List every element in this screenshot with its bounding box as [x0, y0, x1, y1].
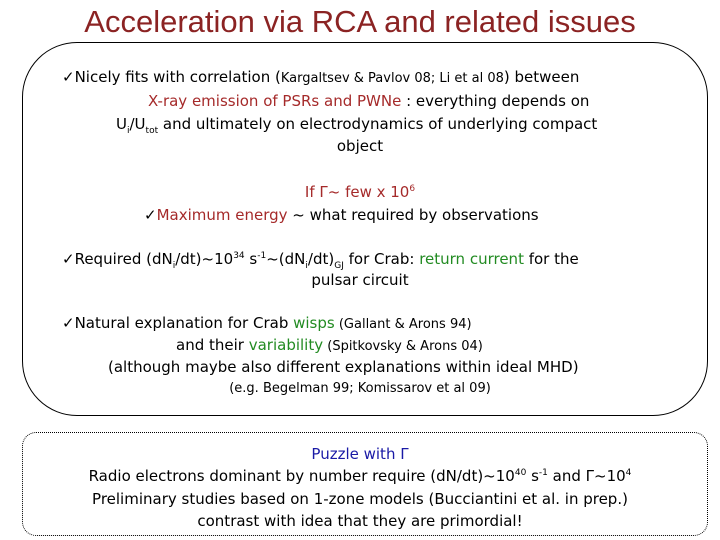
gamma-symbol: Γ	[585, 467, 594, 485]
bullet-1-line-1: ✓Nicely fits with correlation (Kargaltsev & Pavlov 08; Li et al 08) between	[62, 68, 580, 86]
gamma-symbol: Γ	[319, 183, 328, 201]
bullet-2-line: ✓Maximum energy ~ what required by observations	[144, 206, 539, 224]
check-icon: ✓	[144, 206, 157, 224]
check-icon: ✓	[62, 314, 75, 332]
bullet-4-line-1: ✓Natural explanation for Crab wisps (Gallant & Arons 94)	[62, 314, 472, 332]
ref-kargaltsev: Kargaltsev & Pavlov 08; Li et al 08	[280, 71, 504, 86]
bullet-3-line-2: pulsar circuit	[311, 271, 409, 289]
puzzle-heading: Puzzle with Γ	[311, 445, 409, 463]
ref-spitkovsky-arons: (Spitkovsky & Arons 04)	[323, 339, 483, 354]
bullet-4-line-2: and their variability (Spitkovsky & Arons 04)	[176, 336, 483, 354]
ref-gallant-arons: (Gallant & Arons 94)	[334, 317, 472, 332]
xray-emission-highlight: X-ray emission of PSRs and PWNe	[148, 92, 402, 110]
bullet-1-line-4: object	[336, 137, 384, 155]
bullet-1-line-2: X-ray emission of PSRs and PWNe : everything depends on	[148, 92, 590, 110]
check-icon: ✓	[62, 250, 75, 268]
wisps-highlight: wisps	[293, 314, 335, 332]
puzzle-line-3: contrast with idea that they are primordial!	[197, 512, 523, 530]
bullet-4-line-4: (e.g. Begelman 99; Komissarov et al 09)	[229, 381, 491, 396]
variability-highlight: variability	[248, 336, 324, 354]
bullet-1-line-3: $U_i/U_{tot}$ and ultimately on electrodynamics of underlying compact	[116, 115, 598, 136]
puzzle-line-1: Radio electrons dominant by number require $(dN/dt)\sim 10^{40}$ $s^{-1}$ and $\Gamma\sim 10^4$	[88, 467, 632, 485]
maximum-energy-highlight: Maximum energy	[156, 206, 288, 224]
gamma-condition-line: If Γ~ few x $10^6$	[304, 183, 416, 201]
bullet-4-line-3: (although maybe also different explanations within ideal MHD)	[108, 358, 579, 376]
slide-title: Acceleration via RCA and related issues	[84, 4, 636, 39]
gamma-symbol: Γ	[400, 445, 409, 463]
puzzle-line-2: Preliminary studies based on 1-zone models (Bucciantini et al. in prep.)	[92, 490, 628, 508]
return-current-highlight: return current	[419, 250, 524, 268]
bullet-3-line-1: ✓Required $(dN_i/dt)\sim 10^{34}$ $s^{-1}\sim(dN_i/dt)_{GJ}$ for Crab: return current for the	[62, 250, 579, 271]
check-icon: ✓	[62, 68, 75, 86]
